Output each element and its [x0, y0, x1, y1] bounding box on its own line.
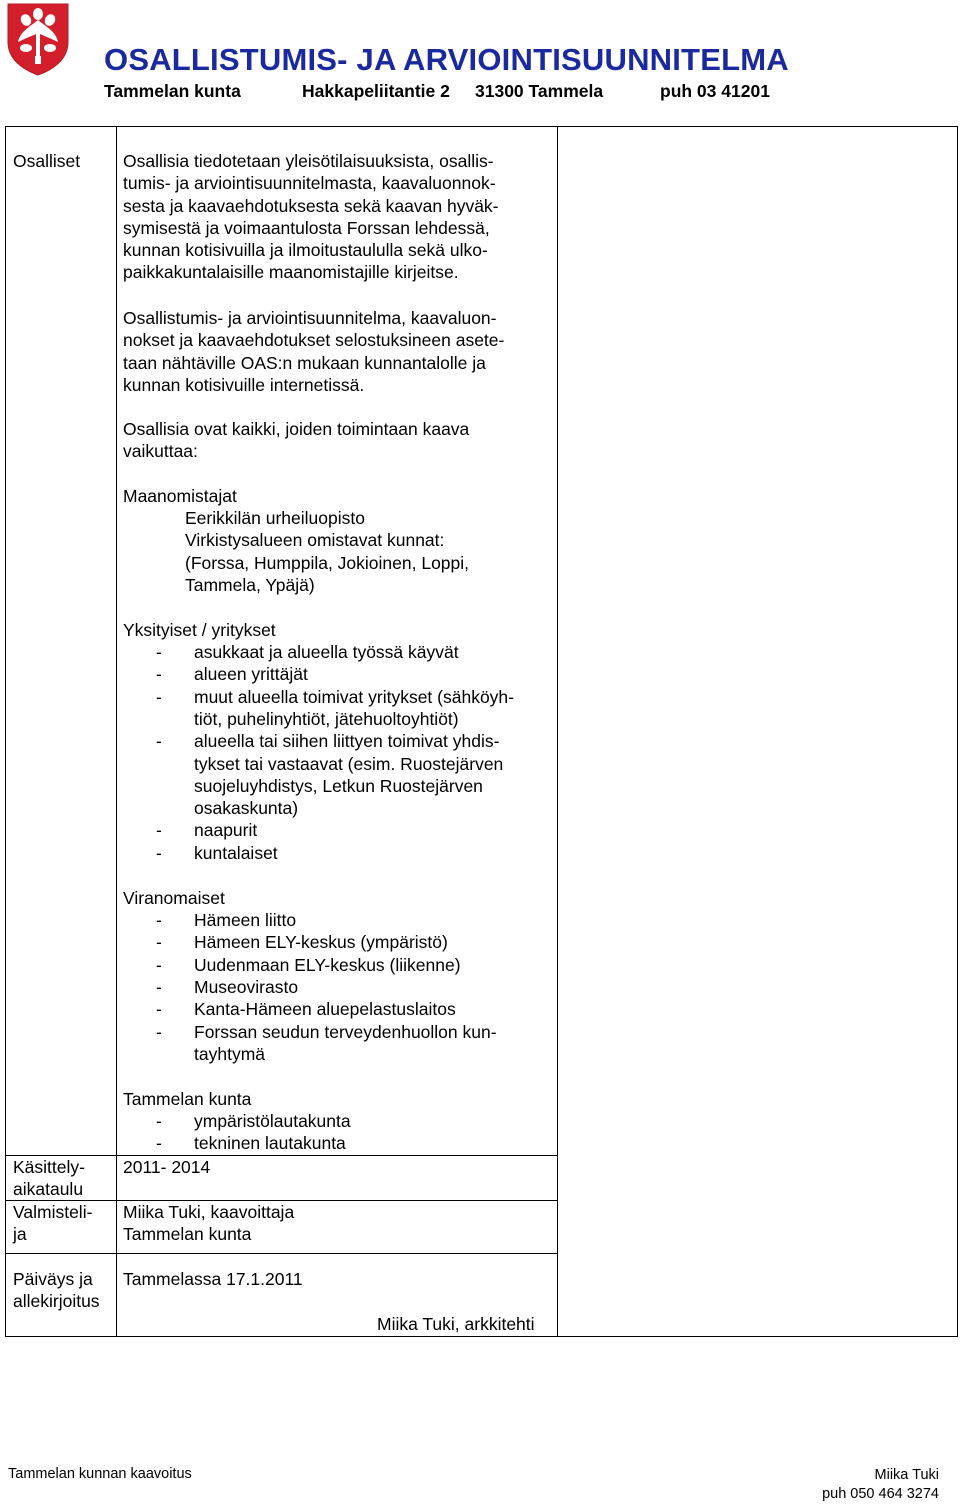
heading-yksityiset: Yksityiset / yritykset — [123, 620, 276, 640]
list-item: tiöt, puhelinyhtiöt, jätehuoltoyhtiöt) — [194, 708, 459, 729]
list-bullet: - — [156, 976, 162, 997]
valmistelija-value: Miika Tuki, kaavoittaja Tammelan kunta — [123, 1202, 295, 1245]
list-item: muut alueella toimivat yritykset (sähköyh- — [194, 686, 514, 707]
list-bullet: - — [156, 1021, 162, 1042]
label-osalliset: Osalliset — [13, 151, 81, 171]
list-item: Hämeen liitto — [194, 910, 297, 930]
list-item: alueella tai siihen liittyen toimivat yhdis- — [194, 731, 500, 752]
list-item: osakaskunta) — [194, 798, 299, 819]
postal-address: 31300 Tammela — [475, 81, 604, 101]
list-bullet: - — [156, 642, 162, 662]
footer-contact-name: Miika Tuki — [874, 1467, 939, 1483]
paragraph-nahtavilla: Osallistumis- ja arviointisuunnitelma, kaavaluon- nokset ja kaavaehdotukset selostuksineen asete- taan nähtäville OAS:n mukaan kunnantalolle ja kunnan kotisivuille internetissä. — [123, 308, 505, 395]
list-item: Hämeen ELY-keskus (ympäristö) — [194, 932, 448, 953]
list-bullet: - — [156, 954, 162, 975]
paragraph-osalliset-intro: Osallisia ovat kaikki, joiden toimintaan kaava vaikuttaa: — [123, 419, 470, 462]
municipality-name: Tammelan kunta — [104, 81, 241, 101]
list-bullet: - — [156, 664, 162, 685]
paivays-value: Tammelassa 17.1.2011 — [123, 1269, 303, 1289]
list-item: Uudenmaan ELY-keskus (liikenne) — [194, 954, 461, 975]
address: Hakkapeliitantie 2 — [302, 81, 450, 101]
list-item: tykset tai vastaavat (esim. Ruostejärven — [194, 753, 504, 774]
list-bullet: - — [156, 1111, 162, 1131]
list-item: tayhtymä — [194, 1043, 265, 1064]
list-bullet: - — [156, 686, 162, 707]
list-item: alueen yrittäjät — [194, 664, 308, 685]
list-item: Forssan seudun terveydenhuollon kun- — [194, 1021, 497, 1042]
list-bullet: - — [156, 842, 162, 863]
label-paivays: Päiväys ja allekirjoitus — [13, 1269, 100, 1312]
footer-contact-phone: puh 050 464 3274 — [822, 1486, 939, 1502]
document-title: OSALLISTUMIS- JA ARVIOINTISUUNNITELMA — [104, 42, 789, 77]
heading-tammelan-kunta: Tammelan kunta — [123, 1089, 252, 1109]
column-divider-2 — [557, 127, 558, 1336]
list-item: Museovirasto — [194, 976, 299, 997]
list-item: tekninen lautakunta — [194, 1133, 346, 1154]
plan-table — [5, 126, 958, 1337]
list-item: asukkaat ja alueella työssä käyvät — [194, 642, 459, 662]
list-bullet: - — [156, 820, 162, 841]
label-aikataulu: Käsittely- aikataulu — [13, 1157, 85, 1200]
list-bullet: - — [156, 731, 162, 752]
signer-name: Miika Tuki, arkkitehti — [377, 1314, 535, 1334]
row-divider-paivays — [6, 1253, 557, 1254]
label-valmistelija: Valmisteli- ja — [13, 1202, 93, 1245]
phone: puh 03 41201 — [660, 81, 770, 101]
list-bullet: - — [156, 999, 162, 1020]
list-bullet: - — [156, 910, 162, 930]
list-item: suojeluyhdistys, Letkun Ruostejärven — [194, 775, 483, 796]
list-item: kuntalaiset — [194, 842, 278, 863]
tammela-coat-of-arms — [6, 2, 70, 76]
row-divider-aikataulu — [6, 1155, 557, 1156]
footer-contact — [822, 1466, 939, 1504]
aikataulu-value: 2011- 2014 — [123, 1157, 211, 1177]
list-item: naapurit — [194, 820, 258, 841]
heading-maanomistajat: Maanomistajat — [123, 486, 237, 506]
list-bullet: - — [156, 1133, 162, 1154]
footer-organization: Tammelan kunnan kaavoitus — [8, 1466, 192, 1482]
paragraph-tiedotus: Osallisia tiedotetaan yleisötilaisuuksista, osallis- tumis- ja arviointisuunnitelmasta, kaavaluonnok- sesta ja kaavaehdotuksesta sekä kaavan hyväk- symisestä ja voimaantulosta Forssan lehdessä, kunnan kotisivuilla ja ilmoitustaululla sekä ulko- paikkakuntalaisille maanomistajille kirjeitse. — [123, 151, 499, 283]
list-item: Kanta-Hämeen aluepelastuslaitos — [194, 999, 456, 1020]
list-item: ympäristölautakunta — [194, 1111, 351, 1131]
heading-viranomaiset: Viranomaiset — [123, 888, 225, 908]
maanomistajat-list: Eerikkilän urheiluopisto Virkistysalueen omistavat kunnat: (Forssa, Humppila, Jokioinen, Loppi, Tammela, Ypäjä) — [185, 508, 470, 595]
list-bullet: - — [156, 932, 162, 953]
